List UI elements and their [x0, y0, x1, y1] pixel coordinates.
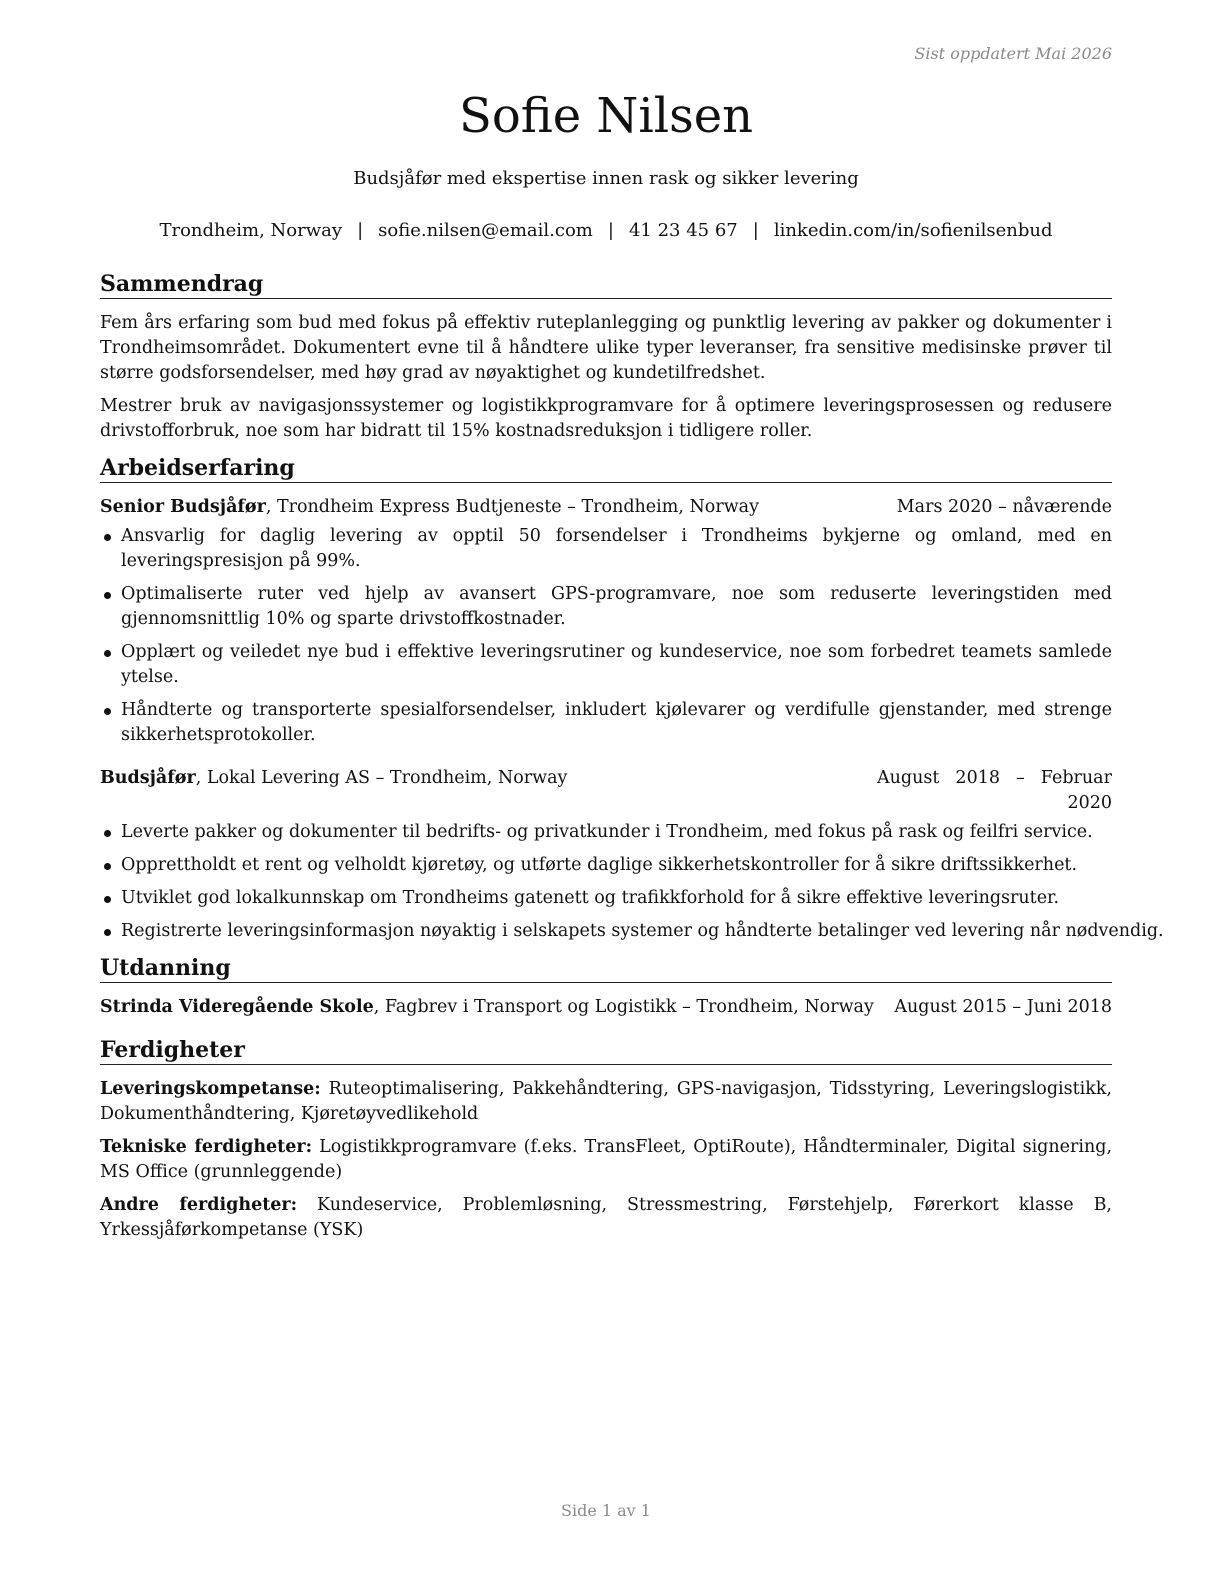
list-item: [100, 919, 1164, 944]
contact-line: [100, 219, 1112, 243]
bullet-icon: [104, 896, 111, 903]
section-title-education: Utdanning: [100, 954, 1112, 983]
education-details: , Fagbrev i Transport og Logistikk – Trondheim, Norway: [373, 997, 874, 1017]
bullet-icon: [104, 708, 111, 715]
bullet-icon: [104, 650, 111, 657]
list-item: [100, 853, 1112, 878]
bullet-text: Leverte pakker og dokumenter til bedrifts- og privatkunder i Trondheim, med fokus på rask og feilfri service.: [121, 822, 1093, 842]
job-bullets: [100, 820, 1164, 944]
section-title-summary: Sammendrag: [100, 270, 1112, 299]
summary-paragraph: Mestrer bruk av navigasjonssystemer og logistikkprogramvare for å optimere leveringsprosessen og redusere drivstofforbruk, noe som har bidratt til 15% kostnadsreduksjon i tidligere roller.: [100, 396, 1112, 441]
contact-phone[interactable]: 41 23 45 67: [628, 220, 738, 241]
school-name: Strinda Videregående Skole: [100, 997, 374, 1017]
resume-page: [100, 0, 1164, 1584]
contact-separator: |: [752, 220, 759, 241]
list-item: [100, 886, 1112, 911]
job-dates: August 2018 – Februar 2020: [877, 768, 1112, 813]
list-item: [100, 820, 1112, 845]
candidate-name: Sofie Nilsen: [458, 88, 754, 144]
education-dates: August 2015 – Juni 2018: [894, 997, 1112, 1017]
job-header: [100, 495, 1112, 520]
list-item: [100, 640, 1112, 690]
bullet-icon: [104, 863, 111, 870]
skill-line: [100, 1193, 1112, 1243]
resume-body: [100, 270, 1164, 1253]
bullet-text: Opplært og veiledet nye bud i effektive leveringsrutiner og kundeservice, noe som forbedret teamets samlede ytelse.: [121, 642, 1112, 687]
contact-email[interactable]: sofie.nilsen@email.com: [378, 220, 593, 241]
contact-separator: |: [607, 220, 614, 241]
bullet-text: Registrerte leveringsinformasjon nøyaktig i selskapets systemer og håndterte betalinger ved levering når nødvendig.: [121, 921, 1164, 941]
skill-text: Logistikkprogramvare (f.eks. TransFleet, OptiRoute), Håndterminaler, Digital signering, MS Office (grunnleggende): [100, 1137, 1113, 1182]
bullet-icon: [104, 830, 111, 837]
job-role: Budsjåfør: [100, 768, 196, 788]
contact-location: Trondheim, Norway: [159, 220, 343, 241]
job-bullets: [100, 524, 1112, 748]
summary-paragraph: Fem års erfaring som bud med fokus på effektiv ruteplanlegging og punktlig levering av pakker og dokumenter i Trondheimsområdet. Dokumentert evne til å håndtere ulike typer leveranser, fra sensitive medisinske prøver til større godsforsendelser, med høy grad av nøyaktighet og kundetilfredshet.: [100, 313, 1112, 383]
summary-section: [100, 270, 1112, 444]
skill-label: Leveringskompetanse:: [100, 1079, 321, 1099]
job-dates: Mars 2020 – nåværende: [896, 497, 1112, 517]
skill-label: Andre ferdigheter:: [100, 1195, 298, 1215]
skill-text: Ruteoptimalisering, Pakkehåndtering, GPS-navigasjon, Tidsstyring, Leveringslogistikk, Dokumenthåndtering, Kjøretøyvedlikehold: [100, 1079, 1112, 1124]
bullet-text: Optimaliserte ruter ved hjelp av avansert GPS-programvare, noe som reduserte leveringstiden med gjennomsnittlig 10% og sparte drivstoffkostnader.: [121, 584, 1112, 629]
list-item: [100, 582, 1112, 632]
last-updated: Sist oppdatert Mai 2026: [914, 44, 1112, 63]
bullet-text: Utviklet god lokalkunnskap om Trondheims gatenett og trafikkforhold for å sikre effektive leveringsruter.: [121, 888, 1060, 908]
contact-separator: |: [357, 220, 364, 241]
bullet-text: Håndterte og transporterte spesialforsendelser, inkludert kjølevarer og verdifulle gjenstander, med strenge sikkerhetsprotokoller.: [121, 700, 1112, 745]
job-role: Senior Budsjåfør: [100, 497, 266, 517]
section-title-experience: Arbeidserfaring: [100, 454, 1112, 483]
job-company: , Trondheim Express Budtjeneste – Trondheim, Norway: [265, 497, 759, 517]
skill-label: Tekniske ferdigheter:: [100, 1137, 313, 1157]
contact-linkedin[interactable]: linkedin.com/in/sofienilsenbud: [773, 220, 1053, 241]
page-number: Side 1 av 1: [561, 1501, 651, 1520]
job-header: [100, 766, 1112, 816]
bullet-icon: [104, 592, 111, 599]
list-item: [100, 524, 1112, 574]
section-title-skills: Ferdigheter: [100, 1036, 1112, 1065]
bullet-icon: [104, 929, 111, 936]
education-entry: [100, 995, 1112, 1020]
tagline: Budsjåfør med ekspertise innen rask og sikker levering: [353, 168, 859, 189]
experience-section: [100, 454, 1164, 944]
bullet-text: Opprettholdt et rent og velholdt kjøretøy, og utførte daglige sikkerhetskontroller for å sikre driftssikkerhet.: [121, 855, 1078, 875]
skill-line: [100, 1135, 1112, 1185]
bullet-icon: [104, 534, 111, 541]
job-company: , Lokal Levering AS – Trondheim, Norway: [195, 768, 568, 788]
skill-text: Kundeservice, Problemløsning, Stressmestring, Førstehjelp, Førerkort klasse B, Yrkessjåførkompetanse (YSK): [100, 1195, 1112, 1240]
skills-section: [100, 1036, 1112, 1243]
bullet-text: Ansvarlig for daglig levering av opptil 50 forsendelser i Trondheims bykjerne og omland, med en leveringspresisjon på 99%.: [121, 526, 1112, 571]
education-section: [100, 954, 1112, 1020]
list-item: [100, 698, 1112, 748]
skill-line: [100, 1077, 1112, 1127]
